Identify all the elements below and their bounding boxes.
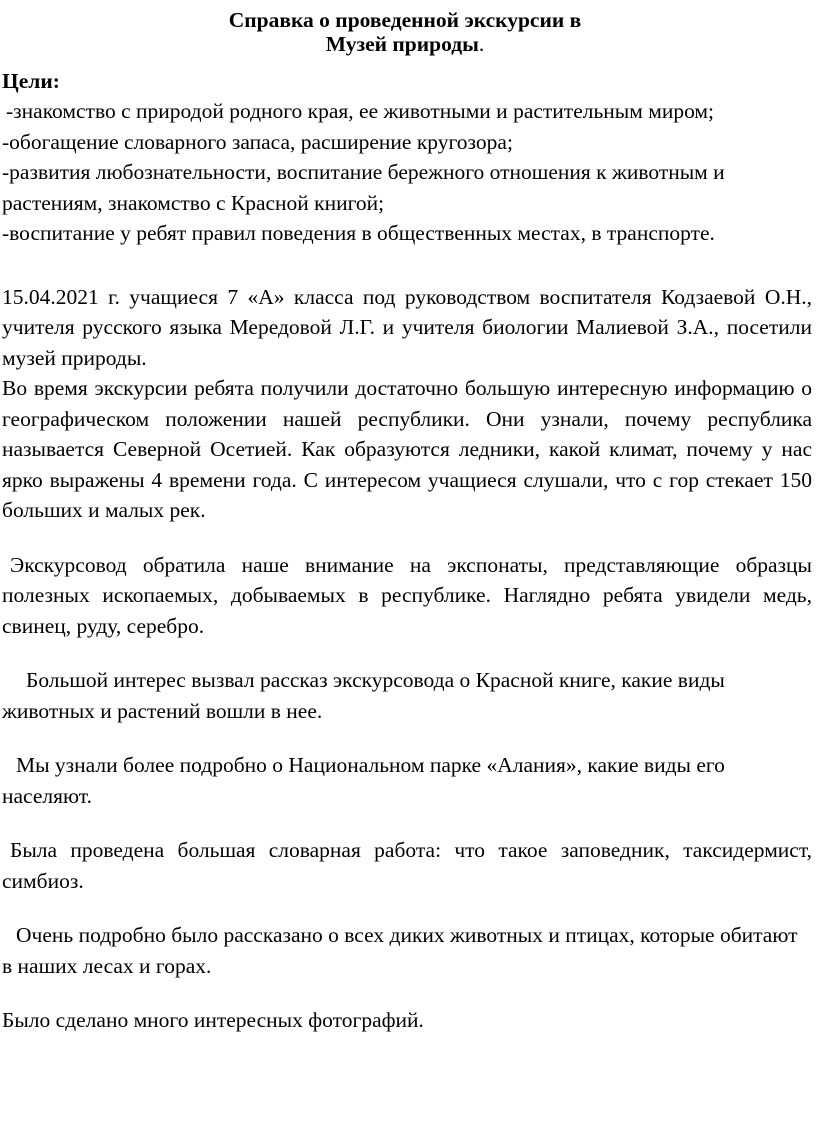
title-line-2 — [2, 32, 808, 56]
paragraph-red-book: Большой интерес вызвал рассказ экскурсовода о Красной книге, какие виды животных и растений вошли в нее. — [2, 668, 725, 723]
document-title — [2, 8, 816, 56]
goals-heading: Цели: — [2, 69, 60, 93]
paragraph-exhibits: Экскурсовод обратила наше внимание на экспонаты, представляющие образцы полезных ископаемых, добываемых в республике. Наглядно ребята увидели медь, свинец, руду, серебро. — [2, 552, 812, 638]
paragraph-geography: Во время экскурсии ребята получили достаточно большую интересную информацию о географическом положении нашей республики. Они узнали, почему республика называется Северной Осетией. Как образуются ледники, какой климат, почему у нас ярко выражены 4 времени года. С интересом учащиеся слушали, что с гор стекает 150 больших и малых рек. — [2, 376, 812, 522]
paragraph-wildlife: Очень подробно было рассказано о всех диких животных и птицах, которые обитают в наших лесах и горах. — [2, 923, 798, 978]
paragraph-photos: Было сделано много интересных фотографий. — [2, 1008, 424, 1032]
paragraph-national-park: Мы узнали более подробно о Национальном парке «Алания», какие виды его населяют. — [2, 753, 725, 808]
title-line-1: Справка о проведенной экскурсии в — [228, 8, 582, 32]
paragraph-excursion-date: 15.04.2021 г. учащиеся 7 «А» класса под руководством воспитателя Кодзаевой О.Н., учителя русского языка Мередовой Л.Г. и учителя биологии Малиевой З.А., посетили музей природы. — [2, 284, 812, 370]
title-line-2-text: Музей природы — [325, 32, 479, 56]
goal-item: -обогащение словарного запаса, расширение кругозора; — [2, 129, 513, 154]
goal-item: -знакомство с природой родного края, ее животными и растительным миром; — [6, 99, 714, 123]
goal-item: -развития любознательности, воспитание бережного отношения к животным и растениям, знакомство с Красной книгой; — [2, 160, 725, 215]
paragraph-vocabulary: Была проведена большая словарная работа: что такое заповедник, таксидермист, симбиоз. — [2, 838, 812, 893]
goal-item: -воспитание у ребят правил поведения в общественных местах, в транспорте. — [2, 221, 715, 245]
title-period: . — [478, 32, 485, 56]
